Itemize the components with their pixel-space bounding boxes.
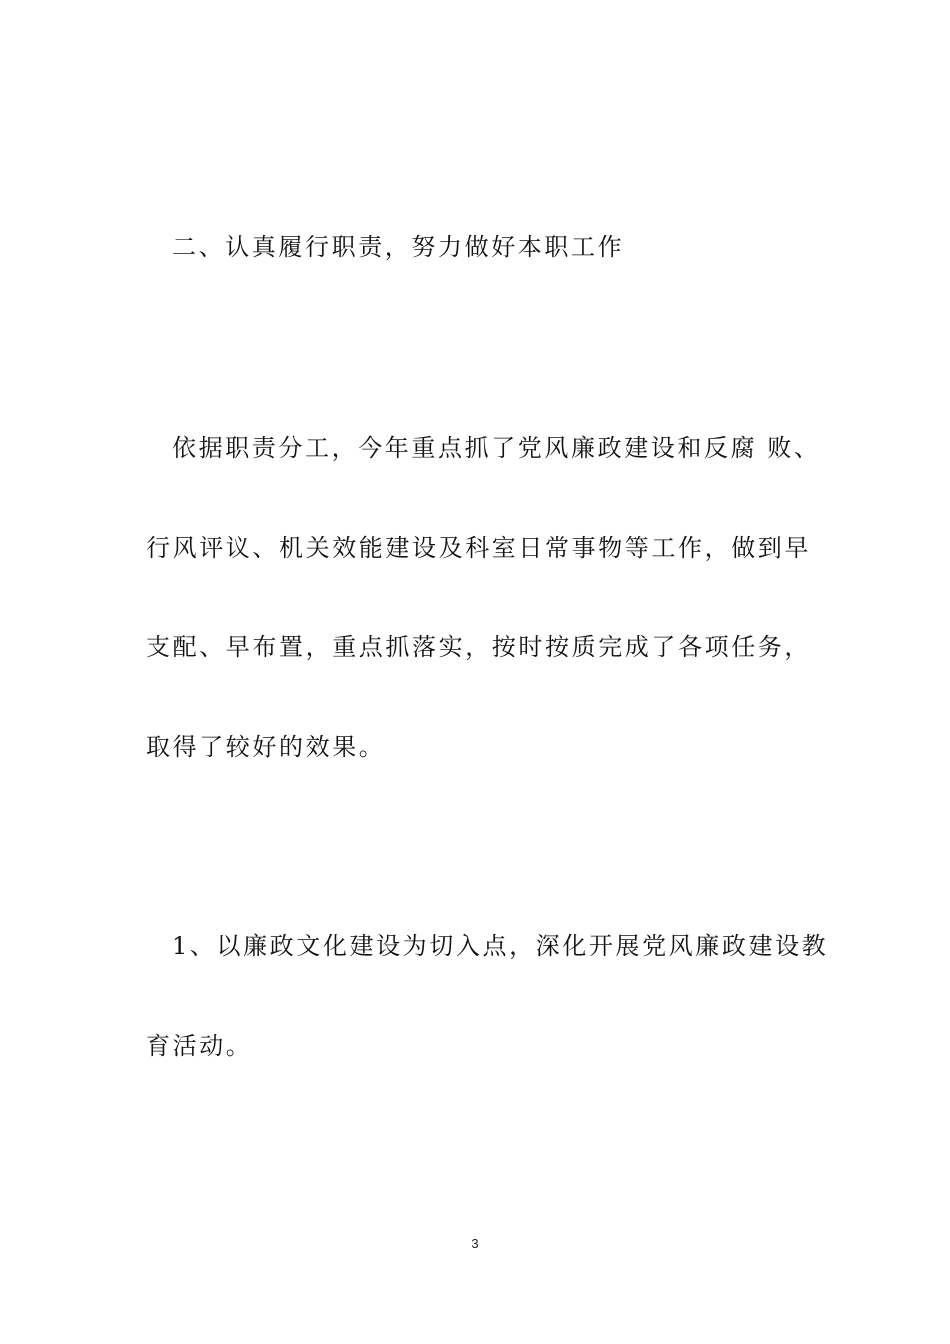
paragraph-line: 1、以廉政文化建设为切入点，深化开展党风廉政建设教 bbox=[172, 932, 829, 960]
paragraph-line: 取得了较好的效果。 bbox=[146, 733, 386, 761]
paragraph-line: 依据职责分工，今年重点抓了党风廉政建设和反腐 败、 bbox=[172, 434, 821, 462]
paragraph-line: 育活动。 bbox=[146, 1032, 253, 1060]
paragraph-line: 支配、早布置，重点抓落实，按时按质完成了各项任务， bbox=[146, 633, 811, 661]
page-number: 3 bbox=[471, 1236, 479, 1251]
section-heading: 二、认真履行职责，努力做好本职工作 bbox=[172, 233, 625, 261]
paragraph-line: 行风评议、机关效能建设及科室日常事物等工作，做到早 bbox=[146, 534, 811, 562]
